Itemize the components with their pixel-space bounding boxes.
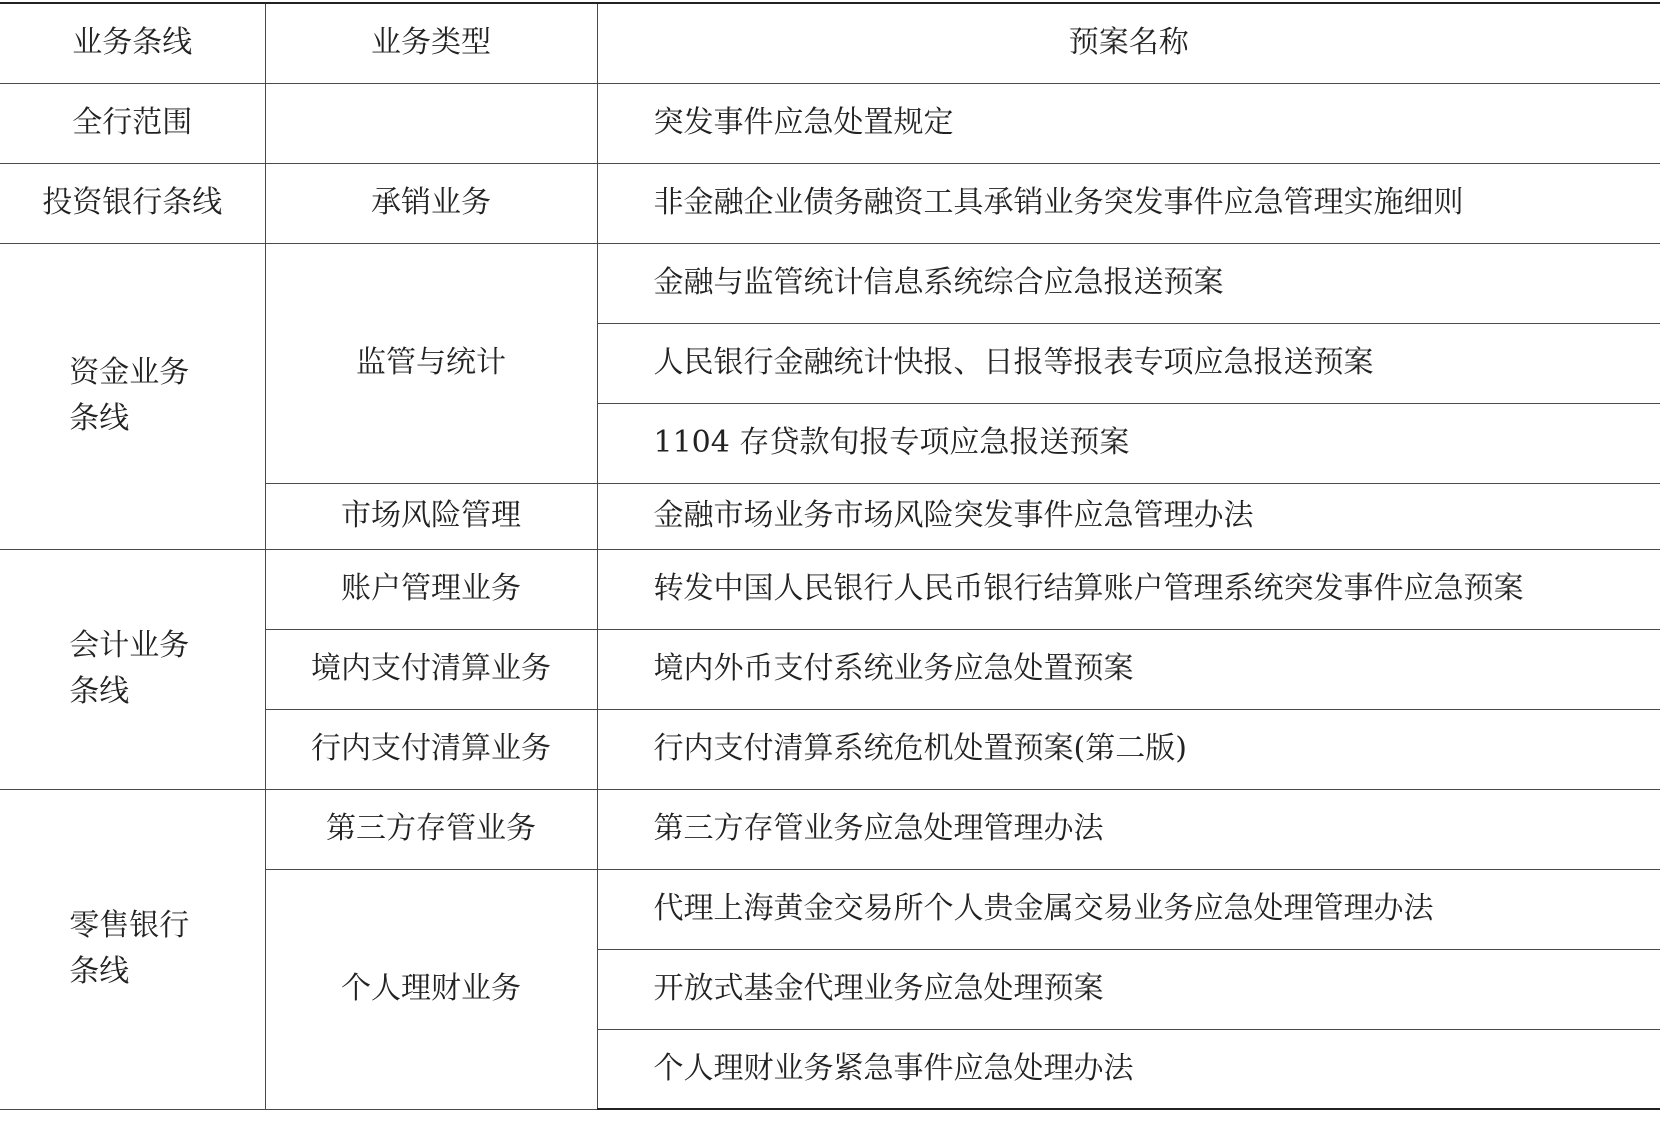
plan-name-cell: 境内外币支付系统业务应急处置预案: [597, 629, 1660, 709]
plan-name-cell: 行内支付清算系统危机处置预案(第二版): [597, 709, 1660, 789]
business-type-cell: 账户管理业务: [265, 549, 597, 629]
business-type-cell: [265, 83, 597, 163]
plan-name-cell: 转发中国人民银行人民币银行结算账户管理系统突发事件应急预案: [597, 549, 1660, 629]
plan-name-cell: 1104 存贷款旬报专项应急报送预案: [597, 403, 1660, 483]
table-row: [0, 243, 1660, 323]
plan-name-cell: 第三方存管业务应急处理管理办法: [597, 789, 1660, 869]
plan-name-cell: 突发事件应急处置规定: [597, 83, 1660, 163]
plan-name-cell: 人民银行金融统计快报、日报等报表专项应急报送预案: [597, 323, 1660, 403]
business-line-label: 资金业务条线: [69, 355, 190, 436]
business-type-cell: 第三方存管业务: [265, 789, 597, 869]
business-line-label: 会计业务条线: [69, 628, 190, 709]
business-type-cell: 行内支付清算业务: [265, 709, 597, 789]
business-type-cell: 境内支付清算业务: [265, 629, 597, 709]
business-line-cell: [0, 549, 265, 789]
business-type-cell: 个人理财业务: [265, 869, 597, 1109]
business-line-label: 投资银行条线: [42, 185, 223, 220]
plan-name-cell: 个人理财业务紧急事件应急处理办法: [597, 1029, 1660, 1109]
table-row: [0, 789, 1660, 869]
plan-name-cell: 代理上海黄金交易所个人贵金属交易业务应急处理管理办法: [597, 869, 1660, 949]
table-row: [0, 549, 1660, 629]
plan-name-cell: 开放式基金代理业务应急处理预案: [597, 949, 1660, 1029]
header-plan-name: 预案名称: [597, 3, 1660, 83]
business-line-cell: [0, 83, 265, 163]
table-row: [0, 163, 1660, 243]
business-line-label: 零售银行条线: [69, 908, 190, 989]
table-header-row: [0, 3, 1660, 83]
business-type-cell: 市场风险管理: [265, 483, 597, 549]
header-business-type: 业务类型: [265, 3, 597, 83]
business-line-cell: [0, 789, 265, 1109]
plan-name-cell: 非金融企业债务融资工具承销业务突发事件应急管理实施细则: [597, 163, 1660, 243]
table-row: [0, 83, 1660, 163]
business-line-label: 全行范围: [72, 105, 193, 140]
plan-name-cell: 金融与监管统计信息系统综合应急报送预案: [597, 243, 1660, 323]
business-line-cell: [0, 243, 265, 549]
business-type-cell: 监管与统计: [265, 243, 597, 483]
header-business-line: 业务条线: [0, 3, 265, 83]
business-type-cell: 承销业务: [265, 163, 597, 243]
business-line-cell: [0, 163, 265, 243]
emergency-plan-table: [0, 2, 1660, 1110]
plan-name-cell: 金融市场业务市场风险突发事件应急管理办法: [597, 483, 1660, 549]
